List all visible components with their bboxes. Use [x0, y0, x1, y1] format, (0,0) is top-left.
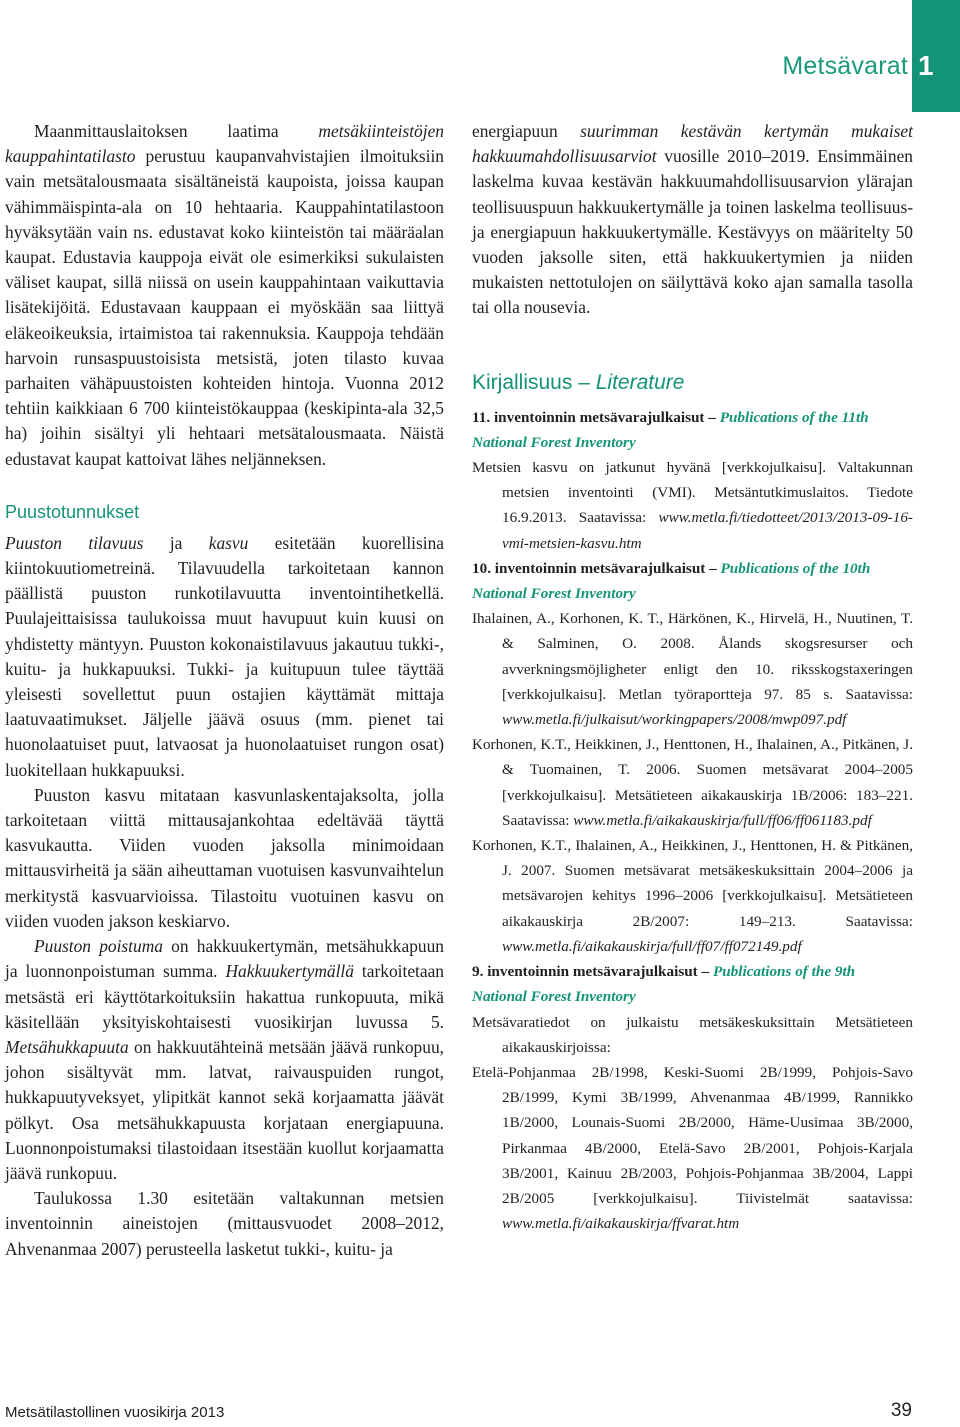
section-title: Metsävarat	[782, 52, 908, 80]
reference-url[interactable]: www.metla.fi/aikakauskirja/full/ff07/ff072149.pdf	[502, 937, 802, 955]
text-run: Taulukossa 1.30 esitetään valtakunnan metsien inventoinnin aineistojen (mittausvuodet 2008–2012, Ahvenanmaa 2007) perusteella lasketut tukki-, kuitu- ja	[5, 1188, 444, 1259]
page-number: 39	[890, 1400, 912, 1421]
paragraph-hakkuumahdollisuus	[472, 119, 913, 321]
reference-group-en: Publications of the 11th National Forest Inventory	[472, 408, 869, 451]
text-run: esitetään kuorellisina kiintokuutiometreinä. Tilavuudella tarkoitetaan kannon päällistä puuston runkotilavuutta inventointihetkellä. Puulajeittaisissa taulukoissa muut havupuut kuin kuusi on yhdistetty mäntyyn. Puuston kokonaistilavuus jakautuu tukki-, kuitu- ja hukkapuuksi. Tukki- ja kuitupuun tulee täyttää yleisesti sovellettut puun ostajien käyttämät mittaja laatuvaatimukset. Jäljelle jäävä osuus (mm. pienet tai huonolaatuiset puut, latvaosat ja huonolaatuiset rungon osat) luokitellaan hukkapuuksi.	[5, 532, 444, 780]
paragraph-poistuma	[5, 934, 444, 1186]
paragraph-tilavuus	[5, 531, 444, 783]
reference-url[interactable]: www.metla.fi/aikakauskirja/ffvarat.htm	[502, 1215, 740, 1233]
reference-text: Metsävaratiedot on julkaistu metsäkeskuksittain Metsätieteen aikakauskirjoissa:	[472, 1013, 913, 1056]
text-run: vuosille 2010–2019. Ensimmäinen laskelma kuvaa kestävän hakkuumahdollisuusarvion ylärajan teollisuuspuun hakkuukertymälle ja toinen laskelma teollisuus- ja energiapuun hakkuukertymälle. Kestävyys on määritelty 50 vuoden jaksolle siten, että hakkuukertymien ja niiden mukaisten nettotulojen on säilyttävä koko ajan samalla tasolla tai olla nousevia.	[472, 146, 913, 318]
reference-text: Ihalainen, A., Korhonen, K. T., Härkönen, K., Hirvelä, H., Nuutinen, T. & Salminen, O. 2008. Ålands skogsresurser och avverkningsmöjligheter enligt den 10. riksskogstaxeringen [verkkojulkaisu]. Metlan työraportteja 97. 85 s. Saatavissa:	[472, 610, 913, 703]
italic-term: Puuston poistuma	[34, 936, 163, 957]
heading-puustotunnukset: Puustotunnukset	[5, 501, 140, 522]
reference-group-en: Publications of the 9th National Forest Inventory	[472, 963, 856, 1006]
heading-kirjallisuus	[472, 371, 913, 395]
left-column	[5, 119, 444, 1262]
reference-group-title	[472, 556, 913, 606]
reference-group-title	[472, 405, 913, 455]
reference-entry	[472, 606, 913, 732]
reference-entry	[472, 1060, 913, 1236]
text-run: Maanmittauslaitoksen laatima	[34, 121, 319, 141]
paragraph-taulukko	[5, 1186, 444, 1262]
right-column	[472, 119, 913, 1236]
heading-kirjallisuus-en: Literature	[595, 370, 685, 394]
text-run: perustuu kaupanvahvistajien ilmoituksiin vain metsätalousmaata sisältäneistä kaupoista, joissa kaupan vähimmäispinta-ala on 10 hehtaaria. Kauppahintatilastoon hyväksytään vain ns. edustavat koko kiinteistön tai määräalan kaupat. Edustavia kauppoja eivät ole esimerkiksi sukulaisten väliset kaupat, sillä niissä on usein kauppahintaan vaikuttavia lisätekijöitä. Edustavaan kauppaan ei myöskään saa liittyä eläkeoikeuksia, irtaimistoa tai rakennuksia. Kauppoja tehdään harvoin runsaspuustoisista metsistä, joten tilasto kuvaa parhaiten vähäpuustoisten kohteiden hintoja. Vuonna 2012 tehtiin kaikkiaan 6 700 kiinteistökauppaa (keskipinta-ala 32,5 ha) joihin sisältyi yli hehtaari metsätalousmaata. Näistä edustavat kaupat kattoivat lähes neljänneksen.	[5, 146, 444, 469]
reference-group-en: Publications of the 10th National Forest Inventory	[472, 559, 871, 603]
reference-group-title	[472, 959, 913, 1009]
chapter-number: 1	[918, 50, 934, 81]
text-run: ja	[143, 532, 209, 553]
text-run: energiapuun	[472, 121, 581, 141]
reference-list	[472, 405, 913, 1237]
reference-text: Etelä-Pohjanmaa 2B/1998, Keski-Suomi 2B/1999, Pohjois-Savo 2B/1999, Kymi 3B/1999, Ahvenanmaa 4B/1999, Rannikko 1B/2000, Lounais-Suomi 2B/2000, Häme-Uusimaa 3B/2000, Pirkanmaa 4B/2000, Etelä-Savo 2B/2001, Pohjois-Karjala 3B/2001, Kainuu 2B/2003, Pohjois-Pohjanmaa 3B/2004, Lappi 2B/2005 [verkkojulkaisu]. Tiivistelmät saatavissa:	[472, 1063, 913, 1207]
reference-group-sep: –	[704, 408, 720, 426]
reference-entry	[472, 1010, 913, 1060]
reference-text: Korhonen, K.T., Heikkinen, J., Henttonen, H., Ihalainen, A., Pitkänen, J. & Tuomainen, T. 2006. Suomen metsävarat 2004–2005 [verkkojulkaisu]. Metsätieteen aikakauskirja 1B/2006: 183–221. Saatavissa:	[472, 736, 913, 829]
reference-group-fi: 10. inventoinnin metsävarajulkaisut	[472, 559, 706, 577]
paragraph-kauppahintatilasto	[5, 119, 444, 472]
footer-publication: Metsätilastollinen vuosikirja 2013	[5, 1404, 225, 1421]
chapter-tab	[912, 0, 960, 112]
reference-group-sep: –	[697, 963, 713, 981]
reference-entry	[472, 455, 913, 556]
reference-url[interactable]: www.metla.fi/aikakauskirja/full/ff06/ff061183.pdf	[573, 811, 872, 829]
reference-group-fi: 9. inventoinnin metsävarajulkaisut	[472, 963, 698, 981]
reference-text: Metsien kasvu on jatkunut hyvänä [verkkojulkaisu]. Valtakunnan metsien inventointi (VMI). Metsäntutkimuslaitos. Tiedote 16.9.2013. Saatavissa:	[472, 459, 913, 527]
heading-kirjallisuus-sep: –	[572, 370, 596, 394]
text-run: Puuston kasvu mitataan kasvunlaskentajaksolta, jolla tarkoitetaan viittä mittausajankohtaa edeltävää täyttä kasvukautta. Viiden vuoden jaksolla minimoidaan mittausvirheitä ja sään aiheuttaman vuotuisen kasvunvaihtelun merkitystä kasvuarvioissa. Tilastoitu vuotuinen kasvu on viiden vuoden jakson keskiarvo.	[5, 784, 444, 931]
reference-entry	[472, 833, 913, 959]
text-run: on hakkuukertymän, metsähukkapuun ja luonnonpoistuman summa.	[5, 936, 444, 982]
reference-url[interactable]: www.metla.fi/julkaisut/workingpapers/2008/mwp097.pdf	[502, 711, 847, 729]
text-run: tarkoitetaan metsästä eri käyttötarkoituksiin hakattua runkopuuta, mikä käsitellään yksityiskohtaisesti vuosikirjan luvussa 5.	[5, 961, 444, 1032]
reference-text: Korhonen, K.T., Ihalainen, A., Heikkinen, J., Henttonen, H. & Pitkänen, J. 2007. Suomen metsävarat metsäkeskuksittain 2004–2006 ja metsävarojen kehitys 1996–2006 [verkkojulkaisu]. Metsätieteen aikakauskirja 2B/2007: 149–213. Saatavissa:	[472, 837, 913, 930]
italic-term: Metsähukkapuuta	[5, 1036, 129, 1057]
reference-group-fi: 11. inventoinnin metsävarajulkaisut	[472, 408, 705, 426]
italic-term: metsäkiinteistöjen kauppahintatilasto	[5, 121, 444, 167]
reference-group-sep: –	[705, 559, 721, 577]
italic-term: Puuston tilavuus	[5, 532, 144, 553]
reference-url[interactable]: www.metla.fi/tiedotteet/2013/2013-09-16-vmi-metsien-kasvu.htm	[502, 509, 913, 552]
reference-entry	[472, 732, 913, 833]
heading-kirjallisuus-fi: Kirjallisuus	[472, 370, 573, 394]
text-run: on hakkuutähteinä metsään jäävä runkopuu, johon sisältyvät mm. latvat, raivauspuiden rungot, hukkapuutyveksyet, ylipitkät kannot sekä korjaamatta jäävät pölkyt. Osa metsähukkapuusta korjataan energiapuuna. Luonnonpoistumaksi tilastoidaan itsestään kuollut korjaamatta jäävä runkopuu.	[5, 1036, 444, 1183]
italic-term: kasvu	[208, 532, 249, 553]
paragraph-kasvu	[5, 783, 444, 934]
italic-term: Hakkuukertymällä	[225, 961, 354, 982]
italic-term: suurimman kestävän kertymän mukaiset hakkuumahdollisuusarviot	[472, 121, 913, 167]
